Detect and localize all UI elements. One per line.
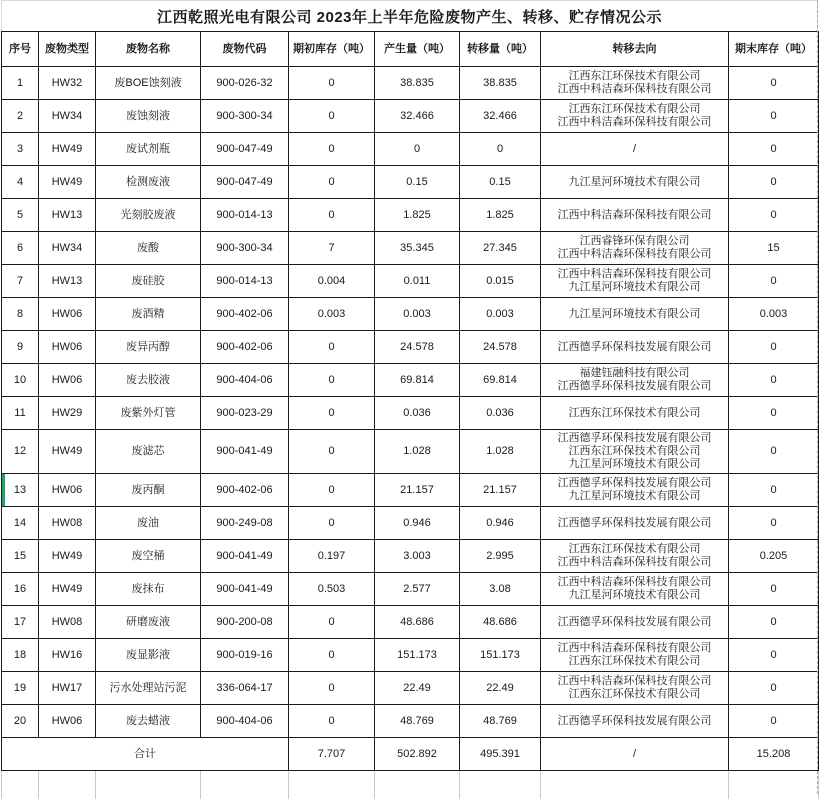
total-ending-stock: 15.208: [729, 738, 819, 771]
transferred-header: 转移量（吨）: [460, 32, 541, 67]
cell-seq: 10: [2, 364, 39, 397]
destination-company: 江西中科洁森环保科技有限公司: [543, 83, 726, 96]
cell-waste-type: HW08: [39, 507, 96, 540]
cell-destination: [541, 331, 729, 364]
cell-produced: 32.466: [375, 100, 460, 133]
table-row: [2, 232, 819, 265]
cell-waste-type: HW06: [39, 364, 96, 397]
destination-header: 转移去向: [541, 32, 729, 67]
cell-destination: [541, 265, 729, 298]
table-row: [2, 265, 819, 298]
total-initial-stock: 7.707: [289, 738, 375, 771]
cell-waste-name: 废抹布: [96, 573, 201, 606]
cell-waste-type: HW16: [39, 639, 96, 672]
cell-seq: 4: [2, 166, 39, 199]
cell-waste-code: 900-404-06: [201, 705, 289, 738]
cell-transferred: 38.835: [460, 67, 541, 100]
cell-waste-name: 废BOE蚀刻液: [96, 67, 201, 100]
cell-ending-stock: 0: [729, 265, 819, 298]
cell-seq: 12: [2, 430, 39, 474]
cell-initial-stock: 0: [289, 639, 375, 672]
cell-produced: 0.946: [375, 507, 460, 540]
cell-waste-name: 废空桶: [96, 540, 201, 573]
waste-name-header: 废物名称: [96, 32, 201, 67]
cell-waste-type: HW06: [39, 705, 96, 738]
cell-destination: [541, 540, 729, 573]
cell-transferred: 1.028: [460, 430, 541, 474]
cell-ending-stock: 0: [729, 133, 819, 166]
cell-transferred: 27.345: [460, 232, 541, 265]
cell-produced: 0: [375, 133, 460, 166]
cell-transferred: 1.825: [460, 199, 541, 232]
cell-waste-type: HW13: [39, 265, 96, 298]
cell-waste-type: HW34: [39, 232, 96, 265]
cell-destination: [541, 474, 729, 507]
cell-waste-type: HW29: [39, 397, 96, 430]
cell-seq: 19: [2, 672, 39, 705]
total-row: [2, 738, 819, 771]
cell-ending-stock: 0: [729, 67, 819, 100]
destination-company: 江西中科洁森环保科技有限公司: [543, 556, 726, 569]
cell-seq: 6: [2, 232, 39, 265]
destination-company: 江西东江环保技术有限公司: [543, 103, 726, 116]
cell-seq: 13: [2, 474, 39, 507]
cell-destination: [541, 573, 729, 606]
cell-waste-code: 900-404-06: [201, 364, 289, 397]
header-row: [2, 32, 819, 67]
cell-waste-type: HW49: [39, 430, 96, 474]
cell-seq: 8: [2, 298, 39, 331]
cell-produced: 38.835: [375, 67, 460, 100]
cell-produced: 151.173: [375, 639, 460, 672]
cell-destination: [541, 298, 729, 331]
destination-company: 江西东江环保技术有限公司: [543, 445, 726, 458]
cell-waste-name: 废去蜡液: [96, 705, 201, 738]
table-row: [2, 540, 819, 573]
cell-waste-code: 900-041-49: [201, 573, 289, 606]
cell-waste-code: 900-402-06: [201, 331, 289, 364]
cell-waste-type: HW06: [39, 474, 96, 507]
cell-waste-type: HW06: [39, 298, 96, 331]
table-row: [2, 166, 819, 199]
cell-waste-type: HW49: [39, 540, 96, 573]
cell-transferred: 0.003: [460, 298, 541, 331]
cell-produced: 35.345: [375, 232, 460, 265]
destination-company: 九江星河环境技术有限公司: [543, 308, 726, 321]
table-row: [2, 364, 819, 397]
cell-ending-stock: 0: [729, 507, 819, 540]
destination-company: 江西德孚环保科技发展有限公司: [543, 715, 726, 728]
table-row: [2, 100, 819, 133]
cell-seq: 18: [2, 639, 39, 672]
destination-company: 江西中科洁森环保科技有限公司: [543, 209, 726, 222]
destination-company: 九江星河环境技术有限公司: [543, 490, 726, 503]
cell-ending-stock: 0: [729, 364, 819, 397]
table-row: [2, 298, 819, 331]
destination-company: 九江星河环境技术有限公司: [543, 458, 726, 471]
table-row: [2, 606, 819, 639]
cell-produced: 1.825: [375, 199, 460, 232]
cell-ending-stock: 0: [729, 397, 819, 430]
cell-ending-stock: 0: [729, 166, 819, 199]
cell-waste-code: 900-041-49: [201, 540, 289, 573]
cell-produced: 2.577: [375, 573, 460, 606]
table-row: [2, 507, 819, 540]
cell-waste-code: 900-200-08: [201, 606, 289, 639]
destination-company: 江西中科洁森环保科技有限公司: [543, 642, 726, 655]
cell-waste-code: 900-047-49: [201, 133, 289, 166]
cell-initial-stock: 0: [289, 430, 375, 474]
destination-company: 江西东江环保技术有限公司: [543, 688, 726, 701]
cell-ending-stock: 15: [729, 232, 819, 265]
cell-initial-stock: 0: [289, 397, 375, 430]
cell-ending-stock: 0.205: [729, 540, 819, 573]
cell-transferred: 0.015: [460, 265, 541, 298]
cell-waste-code: 900-402-06: [201, 474, 289, 507]
destination-company: 江西东江环保技术有限公司: [543, 543, 726, 556]
cell-transferred: 2.995: [460, 540, 541, 573]
cell-waste-type: HW49: [39, 133, 96, 166]
table-row: [2, 331, 819, 364]
cell-waste-type: HW08: [39, 606, 96, 639]
cell-destination: [541, 606, 729, 639]
cell-waste-type: HW49: [39, 573, 96, 606]
cell-waste-type: HW06: [39, 331, 96, 364]
cell-ending-stock: 0: [729, 639, 819, 672]
cell-waste-type: HW13: [39, 199, 96, 232]
cell-waste-name: 研磨废液: [96, 606, 201, 639]
cell-ending-stock: 0: [729, 573, 819, 606]
cell-seq: 1: [2, 67, 39, 100]
cell-destination: [541, 67, 729, 100]
cell-ending-stock: 0: [729, 672, 819, 705]
cell-initial-stock: 0: [289, 507, 375, 540]
cell-produced: 3.003: [375, 540, 460, 573]
cell-ending-stock: 0: [729, 331, 819, 364]
cell-destination: [541, 199, 729, 232]
cell-seq: 2: [2, 100, 39, 133]
initial-stock-header: 期初库存（吨）: [289, 32, 375, 67]
cell-produced: 48.769: [375, 705, 460, 738]
cell-destination: [541, 100, 729, 133]
cell-transferred: 48.769: [460, 705, 541, 738]
cell-initial-stock: 0: [289, 100, 375, 133]
total-destination: /: [541, 738, 729, 771]
cell-seq: 11: [2, 397, 39, 430]
cell-waste-name: 光刻胶废液: [96, 199, 201, 232]
destination-company: 江西德孚环保科技发展有限公司: [543, 517, 726, 530]
cell-waste-name: 废油: [96, 507, 201, 540]
total-produced: 502.892: [375, 738, 460, 771]
cell-waste-type: HW49: [39, 166, 96, 199]
destination-company: 江西中科洁森环保科技有限公司: [543, 116, 726, 129]
cell-initial-stock: 0: [289, 67, 375, 100]
destination-company: 九江星河环境技术有限公司: [543, 589, 726, 602]
seq-header: 序号: [2, 32, 39, 67]
cell-seq: 15: [2, 540, 39, 573]
cell-waste-type: HW32: [39, 67, 96, 100]
cell-ending-stock: 0: [729, 430, 819, 474]
cell-waste-name: 废酸: [96, 232, 201, 265]
cell-destination: [541, 705, 729, 738]
cell-transferred: 0.036: [460, 397, 541, 430]
cell-ending-stock: 0: [729, 705, 819, 738]
cell-produced: 0.011: [375, 265, 460, 298]
cell-waste-name: 废滤芯: [96, 430, 201, 474]
table-row: [2, 573, 819, 606]
cell-destination: [541, 166, 729, 199]
cell-waste-name: 检测废液: [96, 166, 201, 199]
cell-waste-type: HW34: [39, 100, 96, 133]
cell-waste-code: 900-041-49: [201, 430, 289, 474]
cell-seq: 9: [2, 331, 39, 364]
destination-company: 九江星河环境技术有限公司: [543, 281, 726, 294]
table-row: [2, 397, 819, 430]
cell-produced: 0.036: [375, 397, 460, 430]
cell-seq: 20: [2, 705, 39, 738]
cell-initial-stock: 0.197: [289, 540, 375, 573]
table-row: [2, 639, 819, 672]
cell-initial-stock: 0: [289, 705, 375, 738]
ending-stock-header: 期末库存（吨）: [729, 32, 819, 67]
cell-waste-code: 900-014-13: [201, 265, 289, 298]
cell-initial-stock: 0: [289, 606, 375, 639]
destination-company: 江西中科洁森环保科技有限公司: [543, 268, 726, 281]
cell-destination: [541, 364, 729, 397]
waste-code-header: 废物代码: [201, 32, 289, 67]
destination-company: 江西德孚环保科技发展有限公司: [543, 432, 726, 445]
cell-transferred: 0.15: [460, 166, 541, 199]
cell-waste-name: 废去胶液: [96, 364, 201, 397]
destination-company: 江西德孚环保科技发展有限公司: [543, 616, 726, 629]
table-row: [2, 474, 819, 507]
cell-seq: 14: [2, 507, 39, 540]
destination-company: 九江星河环境技术有限公司: [543, 176, 726, 189]
cell-seq: 7: [2, 265, 39, 298]
cell-initial-stock: 0: [289, 133, 375, 166]
table-body: [2, 67, 819, 738]
destination-company: 江西德孚环保科技发展有限公司: [543, 341, 726, 354]
cell-produced: 22.49: [375, 672, 460, 705]
cell-waste-code: 900-300-34: [201, 100, 289, 133]
table-row: [2, 199, 819, 232]
table-row: [2, 67, 819, 100]
cell-waste-code: 900-047-49: [201, 166, 289, 199]
cell-destination: [541, 672, 729, 705]
cell-transferred: 3.08: [460, 573, 541, 606]
destination-company: 福建钰融科技有限公司: [543, 367, 726, 380]
cell-produced: 0.003: [375, 298, 460, 331]
destination-company: /: [543, 143, 726, 156]
cell-ending-stock: 0: [729, 606, 819, 639]
cell-initial-stock: 0: [289, 331, 375, 364]
destination-company: 江西中科洁森环保科技有限公司: [543, 576, 726, 589]
destination-company: 江西东江环保技术有限公司: [543, 70, 726, 83]
cell-produced: 1.028: [375, 430, 460, 474]
cell-waste-code: 900-023-29: [201, 397, 289, 430]
cell-waste-code: 900-019-16: [201, 639, 289, 672]
cell-waste-code: 900-402-06: [201, 298, 289, 331]
cell-initial-stock: 7: [289, 232, 375, 265]
table-row: [2, 672, 819, 705]
cell-initial-stock: 0: [289, 364, 375, 397]
cell-waste-code: 900-249-08: [201, 507, 289, 540]
cell-seq: 16: [2, 573, 39, 606]
table-row: [2, 705, 819, 738]
table-footer: [2, 738, 819, 799]
cell-waste-code: 900-014-13: [201, 199, 289, 232]
cell-produced: 0.15: [375, 166, 460, 199]
partial-next-row: [2, 771, 819, 799]
cell-produced: 24.578: [375, 331, 460, 364]
cell-transferred: 0.946: [460, 507, 541, 540]
cell-transferred: 0: [460, 133, 541, 166]
page-title: 江西乾照光电有限公司 2023年上半年危险废物产生、转移、贮存情况公示: [1, 0, 818, 31]
cell-ending-stock: 0: [729, 100, 819, 133]
cell-initial-stock: 0: [289, 672, 375, 705]
cell-ending-stock: 0: [729, 474, 819, 507]
destination-company: 江西东江环保技术有限公司: [543, 407, 726, 420]
destination-company: 江西中科洁森环保科技有限公司: [543, 248, 726, 261]
destination-company: 江西德孚环保科技发展有限公司: [543, 477, 726, 490]
destination-company: 江西睿锋环保有限公司: [543, 235, 726, 248]
cell-waste-name: 废酒精: [96, 298, 201, 331]
cell-initial-stock: 0.003: [289, 298, 375, 331]
cell-transferred: 151.173: [460, 639, 541, 672]
destination-company: 江西中科洁森环保科技有限公司: [543, 675, 726, 688]
cell-transferred: 69.814: [460, 364, 541, 397]
cell-seq: 5: [2, 199, 39, 232]
cell-seq: 3: [2, 133, 39, 166]
table-row: [2, 133, 819, 166]
cell-transferred: 24.578: [460, 331, 541, 364]
cell-initial-stock: 0: [289, 199, 375, 232]
cell-produced: 48.686: [375, 606, 460, 639]
cell-waste-code: 900-026-32: [201, 67, 289, 100]
cell-waste-name: 污水处理站污泥: [96, 672, 201, 705]
waste-table: [1, 31, 819, 799]
cell-seq: 17: [2, 606, 39, 639]
cell-ending-stock: 0.003: [729, 298, 819, 331]
cell-waste-name: 废异丙醇: [96, 331, 201, 364]
cell-transferred: 22.49: [460, 672, 541, 705]
cell-transferred: 21.157: [460, 474, 541, 507]
cell-waste-name: 废蚀刻液: [96, 100, 201, 133]
cell-waste-name: 废显影液: [96, 639, 201, 672]
cell-initial-stock: 0: [289, 474, 375, 507]
waste-type-header: 废物类型: [39, 32, 96, 67]
cell-produced: 21.157: [375, 474, 460, 507]
table-header: [2, 32, 819, 67]
cell-initial-stock: 0: [289, 166, 375, 199]
cell-waste-code: 900-300-34: [201, 232, 289, 265]
cell-initial-stock: 0.503: [289, 573, 375, 606]
cell-transferred: 32.466: [460, 100, 541, 133]
cell-destination: [541, 133, 729, 166]
cell-waste-name: 废试剂瓶: [96, 133, 201, 166]
total-label: 合计: [2, 738, 289, 771]
cell-waste-code: 336-064-17: [201, 672, 289, 705]
cell-initial-stock: 0.004: [289, 265, 375, 298]
cell-waste-name: 废紫外灯管: [96, 397, 201, 430]
produced-header: 产生量（吨）: [375, 32, 460, 67]
cell-waste-type: HW17: [39, 672, 96, 705]
cell-destination: [541, 397, 729, 430]
cell-transferred: 48.686: [460, 606, 541, 639]
cell-waste-name: 废丙酮: [96, 474, 201, 507]
cell-destination: [541, 232, 729, 265]
cell-destination: [541, 507, 729, 540]
cell-destination: [541, 430, 729, 474]
cell-produced: 69.814: [375, 364, 460, 397]
cell-ending-stock: 0: [729, 199, 819, 232]
cell-destination: [541, 639, 729, 672]
table-row: [2, 430, 819, 474]
destination-company: 江西德孚环保科技发展有限公司: [543, 380, 726, 393]
cell-waste-name: 废硅胶: [96, 265, 201, 298]
total-transferred: 495.391: [460, 738, 541, 771]
destination-company: 江西东江环保技术有限公司: [543, 655, 726, 668]
page-break-dashed-line: [817, 0, 818, 794]
